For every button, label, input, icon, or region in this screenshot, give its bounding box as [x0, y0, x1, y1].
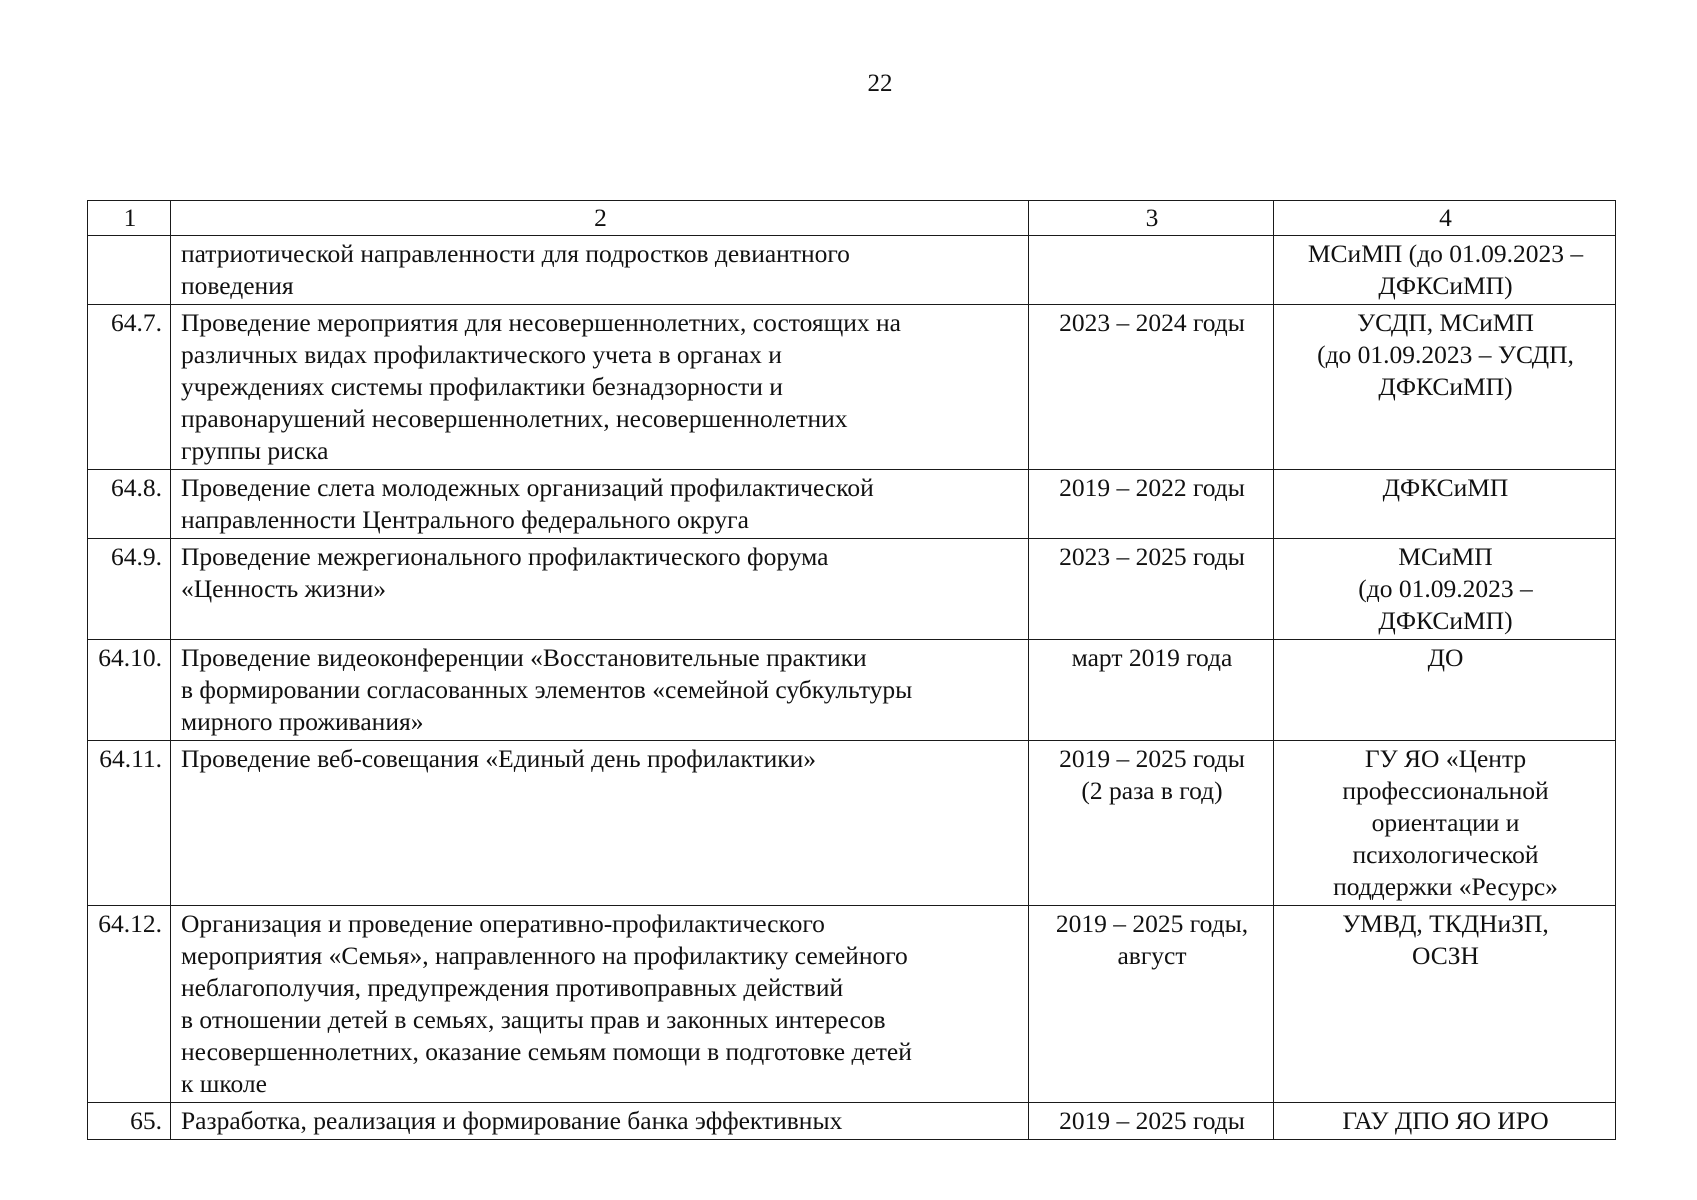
responsible-line: ДО — [1427, 643, 1464, 672]
table-row — [88, 236, 1616, 305]
activity-description-cell — [171, 305, 1029, 470]
activity-description-line: в формировании согласованных элементов «семейной субкультуры — [181, 675, 913, 704]
item-number-cell: 64.12. — [88, 906, 171, 1103]
item-number-cell: 64.9. — [88, 539, 171, 640]
deadline-line: 2023 – 2025 годы — [1059, 542, 1245, 571]
responsible-cell — [1274, 236, 1616, 305]
column-header-2: 2 — [171, 201, 1029, 236]
activity-description-cell — [171, 539, 1029, 640]
table-row — [88, 305, 1616, 470]
plan-table — [87, 200, 1616, 1140]
deadline-line: август — [1117, 941, 1187, 970]
activity-description-line: «Ценность жизни» — [181, 574, 387, 603]
responsible-line: МСиМП — [1398, 542, 1493, 571]
activity-description-cell — [171, 741, 1029, 906]
deadline-line: (2 раза в год) — [1081, 776, 1223, 805]
table-row — [88, 470, 1616, 539]
responsible-cell — [1274, 470, 1616, 539]
column-header-1: 1 — [88, 201, 171, 236]
responsible-cell — [1274, 906, 1616, 1103]
deadline-cell — [1029, 906, 1274, 1103]
activity-description-line: Проведение мероприятия для несовершеннолетних, состоящих на — [181, 308, 901, 337]
deadline-line: 2019 – 2025 годы, — [1055, 909, 1249, 938]
responsible-line: ГАУ ДПО ЯО ИРО — [1342, 1106, 1549, 1135]
responsible-line: ДФКСиМП) — [1378, 271, 1513, 300]
activity-description-line: направленности Центрального федерального округа — [181, 505, 749, 534]
table-header-row — [88, 201, 1616, 236]
activity-description-line: Проведение слета молодежных организаций профилактической — [181, 473, 874, 502]
activity-description-line: поведения — [181, 271, 294, 300]
responsible-line: психологической — [1352, 840, 1539, 869]
page-number: 22 — [867, 70, 893, 97]
deadline-cell — [1029, 305, 1274, 470]
deadline-cell — [1029, 1103, 1274, 1140]
table-row — [88, 1103, 1616, 1140]
responsible-line: УМВД, ТКДНиЗП, — [1342, 909, 1549, 938]
responsible-line: МСиМП (до 01.09.2023 – — [1307, 239, 1584, 268]
item-number-cell: 65. — [88, 1103, 171, 1140]
responsible-line: ориентации и — [1371, 808, 1520, 837]
activity-description-cell — [171, 1103, 1029, 1140]
activity-description-line: различных видах профилактического учета в органах и — [181, 340, 782, 369]
activity-description-line: в отношении детей в семьях, защиты прав и законных интересов — [181, 1005, 886, 1034]
activity-description-line: мирного проживания» — [181, 707, 424, 736]
responsible-line: ГУ ЯО «Центр — [1364, 744, 1527, 773]
activity-description-line: Организация и проведение оперативно-профилактического — [181, 909, 825, 938]
activity-description-cell — [171, 236, 1029, 305]
column-header-4: 4 — [1274, 201, 1616, 236]
item-number-cell: 64.11. — [88, 741, 171, 906]
responsible-cell — [1274, 1103, 1616, 1140]
activity-description-line: неблагополучия, предупреждения противоправных действий — [181, 973, 844, 1002]
table-row — [88, 539, 1616, 640]
activity-description-line: Проведение видеоконференции «Восстановительные практики — [181, 643, 867, 672]
responsible-line: УСДП, МСиМП — [1357, 308, 1534, 337]
deadline-cell — [1029, 470, 1274, 539]
item-number-cell: 64.7. — [88, 305, 171, 470]
responsible-line: ОСЗН — [1412, 941, 1479, 970]
activity-description-line: мероприятия «Семья», направленного на профилактику семейного — [181, 941, 908, 970]
activity-description-line: патриотической направленности для подростков девиантного — [181, 239, 850, 268]
responsible-line: профессиональной — [1342, 776, 1549, 805]
table-row — [88, 640, 1616, 741]
item-number-cell: 64.10. — [88, 640, 171, 741]
deadline-line: 2019 – 2025 годы — [1059, 1106, 1245, 1135]
activity-description-line: правонарушений несовершеннолетних, несовершеннолетних — [181, 404, 848, 433]
activity-description-line: Проведение веб-совещания «Единый день профилактики» — [181, 744, 817, 773]
deadline-cell — [1029, 741, 1274, 906]
responsible-cell — [1274, 741, 1616, 906]
responsible-line: поддержки «Ресурс» — [1333, 872, 1558, 901]
deadline-cell — [1029, 539, 1274, 640]
activity-description-line: несовершеннолетних, оказание семьям помощи в подготовке детей — [181, 1037, 912, 1066]
activity-description-cell — [171, 906, 1029, 1103]
item-number-cell — [88, 236, 171, 305]
activity-description-line: учреждениях системы профилактики безнадзорности и — [181, 372, 783, 401]
activity-description-line: к школе — [181, 1069, 267, 1098]
table-row — [88, 741, 1616, 906]
deadline-line: март 2019 года — [1071, 643, 1233, 672]
deadline-line: 2019 – 2025 годы — [1059, 744, 1245, 773]
responsible-line: ДФКСиМП) — [1378, 606, 1513, 635]
responsible-line: ДФКСиМП — [1382, 473, 1509, 502]
deadline-cell — [1029, 640, 1274, 741]
activity-description-line: группы риска — [181, 436, 329, 465]
deadline-line: 2023 – 2024 годы — [1059, 308, 1245, 337]
column-header-3: 3 — [1029, 201, 1274, 236]
item-number-cell: 64.8. — [88, 470, 171, 539]
responsible-line: ДФКСиМП) — [1378, 372, 1513, 401]
activity-description-cell — [171, 470, 1029, 539]
activity-description-line: Проведение межрегионального профилактического форума — [181, 542, 829, 571]
responsible-line: (до 01.09.2023 – УСДП, — [1317, 340, 1574, 369]
responsible-line: (до 01.09.2023 – — [1358, 574, 1533, 603]
responsible-cell — [1274, 640, 1616, 741]
responsible-cell — [1274, 539, 1616, 640]
deadline-cell — [1029, 236, 1274, 305]
table-row — [88, 906, 1616, 1103]
activity-description-cell — [171, 640, 1029, 741]
deadline-line: 2019 – 2022 годы — [1059, 473, 1245, 502]
responsible-cell — [1274, 305, 1616, 470]
activity-description-line: Разработка, реализация и формирование банка эффективных — [181, 1106, 843, 1135]
